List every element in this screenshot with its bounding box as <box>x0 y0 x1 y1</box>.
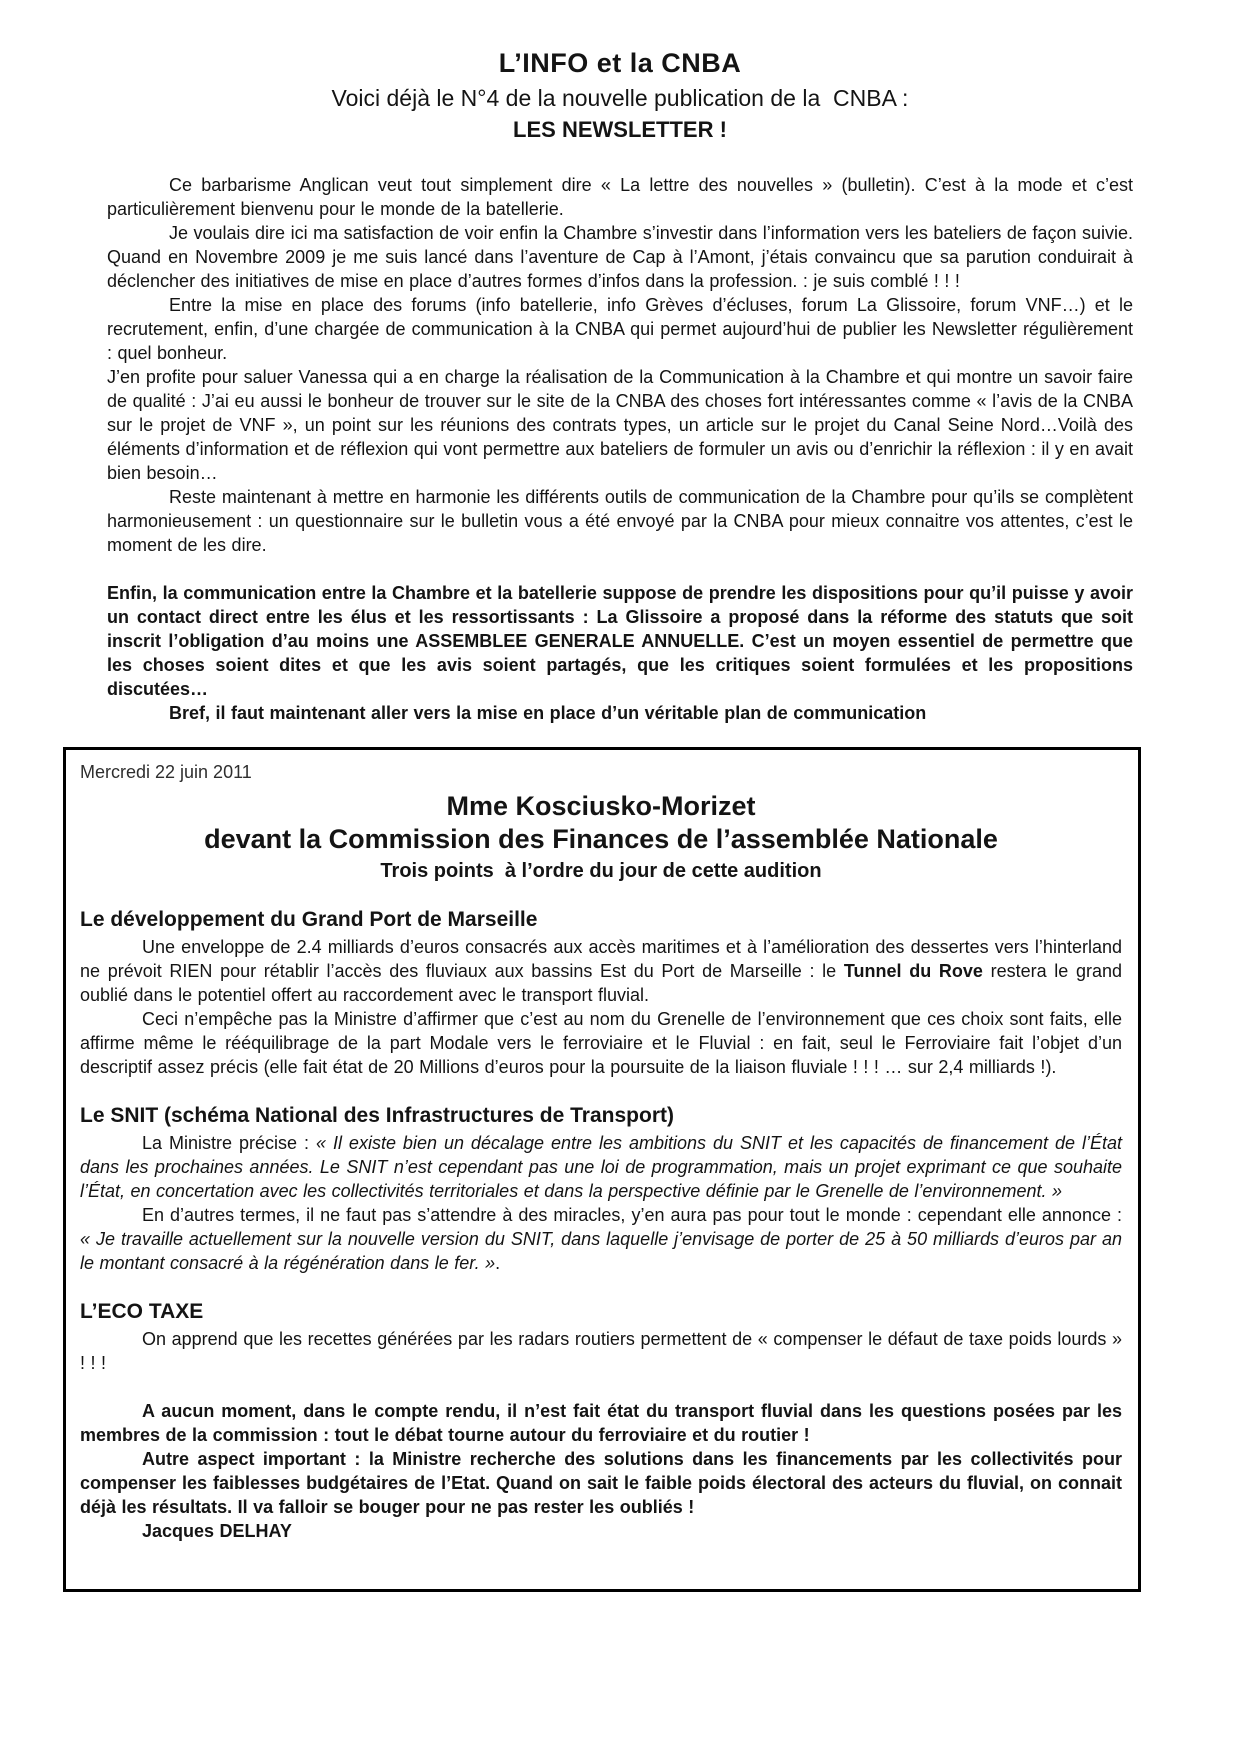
page-title: L’INFO et la CNBA <box>498 48 742 78</box>
snit-paragraph-2 <box>80 1203 1122 1275</box>
boxed-article <box>63 747 1141 1592</box>
marseille-paragraph-1 <box>80 935 1122 1007</box>
intro-paragraph-4: J’en profite pour saluer Vanessa qui a en charge la réalisation de la Communication à la Chambre et qui montre un savoir faire de qualité : J’ai eu aussi le bonheur de trouver sur le site de la CNBA des choses fort intéressantes comme « l’avis de la CNBA sur le projet de VNF », un point sur les réunions des contrats types, un article sur le projet du Canal Seine Nord…Voilà des éléments d’information et de réflexion qui vont permettre aux bateliers de formuler un avis ou d’enrichir la réflexion : il y en avait bien besoin… <box>107 367 1133 483</box>
section-snit <box>80 1104 1122 1275</box>
manifesto-closing-line: Bref, il faut maintenant aller vers la mise en place d’un véritable plan de communication <box>169 703 927 723</box>
conclusion-paragraph-1: A aucun moment, dans le compte rendu, il n’est fait état du transport fluvial dans les questions posées par les membres de la commission : tout le débat tourne autour du ferroviaire et du routier ! <box>80 1401 1122 1445</box>
marseille-p1-tail: restera le grand oublié dans le potentiel offert au raccordement avec le transport fluvial. <box>80 961 1122 1005</box>
intro-paragraph-1: Ce barbarisme Anglican veut tout simplement dire « La lettre des nouvelles » (bulletin). C’est à la mode et c’est particulièrement bienvenu pour le monde de la batellerie. <box>107 175 1133 219</box>
snit-p2-lead: En d’autres termes, il ne faut pas s’attendre à des miracles, y’en aura pas pour tout le monde : cependant elle annonce : <box>142 1205 1122 1225</box>
intro-section <box>107 173 1133 557</box>
article-title-line1: Mme Kosciusko-Morizet <box>446 791 756 821</box>
intro-paragraph-5: Reste maintenant à mettre en harmonie les différents outils de communication de la Chambre pour qu’ils se complètent harmonieusement : un questionnaire sur le bulletin vous a été envoyé par la CNBA pour mieux connaitre vos attentes, c’est le moment de les dire. <box>107 487 1133 555</box>
manifesto-paragraph: Enfin, la communication entre la Chambre et la batellerie suppose de prendre les dispositions pour qu’il puisse y avoir un contact direct entre les élus et les ressortissants : La Glissoire a proposé dans la réforme des statuts que soit inscrit l’obligation d’au moins une ASSEMBLEE GENERALE ANNUELLE. C’est un moyen essentiel de permettre que les choses soient dites et que les avis soient partagés, que les critiques soient formulées et les propositions discutées… <box>107 583 1133 699</box>
article-signature: Jacques DELHAY <box>142 1521 292 1541</box>
snit-p2-tail: . <box>495 1253 501 1273</box>
section-heading-marseille: Le développement du Grand Port de Marseille <box>80 908 538 931</box>
article-title-line3: Trois points à l’ordre du jour de cette audition <box>380 860 822 882</box>
conclusion-paragraph-2: Autre aspect important : la Ministre recherche des solutions dans les financements par les collectivités pour compenser les faiblesses budgétaires de l’Etat. Quand on sait le faible poids électoral des acteurs du fluvial, on connait déjà les résultats. Il va falloir se bouger pour ne pas rester les oubliés ! <box>80 1449 1122 1517</box>
intro-paragraph-3: Entre la mise en place des forums (info batellerie, info Grèves d’écluses, forum La Glissoire, forum VNF…) et le recrutement, enfin, d’une chargée de communication à la CNBA qui permet aujourd’hui de publier les Newsletter régulièrement : quel bonheur. <box>107 295 1133 363</box>
article-title-line2: devant la Commission des Finances de l’assemblée Nationale <box>204 824 998 854</box>
snit-p1-quote: « Il existe bien un décalage entre les ambitions du SNIT et les capacités de financement de l’État dans les prochaines années. Le SNIT n’est cependant pas une loi de programmation, mais un projet exprimant ce que souhaite l’État, en concertation avec les collectivités territoriales et dans la perspective définie par le Grenelle de l’environnement. » <box>80 1133 1122 1201</box>
newsletter-banner: LES NEWSLETTER ! <box>513 117 727 142</box>
ecotaxe-paragraph: On apprend que les recettes générées par les radars routiers permettent de « compenser le défaut de taxe poids lourds » ! ! ! <box>80 1329 1122 1373</box>
manifesto-section <box>107 581 1133 725</box>
page-subtitle: Voici déjà le N°4 de la nouvelle publication de la CNBA : <box>331 85 909 111</box>
section-heading-snit: Le SNIT (schéma National des Infrastructures de Transport) <box>80 1104 674 1127</box>
marseille-p1-text: Une enveloppe de 2.4 milliards d’euros consacrés aux accès maritimes et à l’amélioration des dessertes vers l’hinterland ne prévoit RIEN pour rétablir l’accès des fluviaux aux bassins Est du Port de Marseille : le <box>80 937 1122 981</box>
intro-paragraph-2: Je voulais dire ici ma satisfaction de voir enfin la Chambre s’investir dans l’information vers les bateliers de façon suivie. Quand en Novembre 2009 je me suis lancé dans l’aventure de Cap à l’Amont, j’étais convaincu que sa parution conduirait à déclencher des initiatives de mise en place d’autres formes d’infos dans la profession. : je suis comblé ! ! ! <box>107 223 1133 291</box>
section-marseille <box>80 908 1122 1079</box>
snit-p1-lead: La Ministre précise : <box>142 1133 316 1153</box>
section-heading-ecotaxe: L’ECO TAXE <box>80 1300 204 1323</box>
section-ecotaxe <box>80 1300 1122 1375</box>
marseille-paragraph-2: Ceci n’empêche pas la Ministre d’affirmer que c’est au nom du Grenelle de l’environnement que ces choix sont faits, elle affirme même le rééquilibrage de la part Modale vers le ferroviaire et le Fluvial : en fait, seul le Ferroviaire fait l’objet d’un descriptif assez précis (elle fait état de 20 Millions d’euros pour la poursuite de la liaison fluviale ! ! ! … sur 2,4 milliards !). <box>80 1009 1122 1077</box>
snit-p2-quote: « Je travaille actuellement sur la nouvelle version du SNIT, dans laquelle j’envisage de porter de 25 à 50 milliards d’euros par an le montant consacré à la régénération dans le fer. » <box>80 1229 1122 1273</box>
article-date: Mercredi 22 juin 2011 <box>80 762 252 782</box>
snit-paragraph-1 <box>80 1131 1122 1203</box>
article-conclusion <box>80 1399 1122 1543</box>
marseille-p1-bold: Tunnel du Rove <box>843 961 983 981</box>
